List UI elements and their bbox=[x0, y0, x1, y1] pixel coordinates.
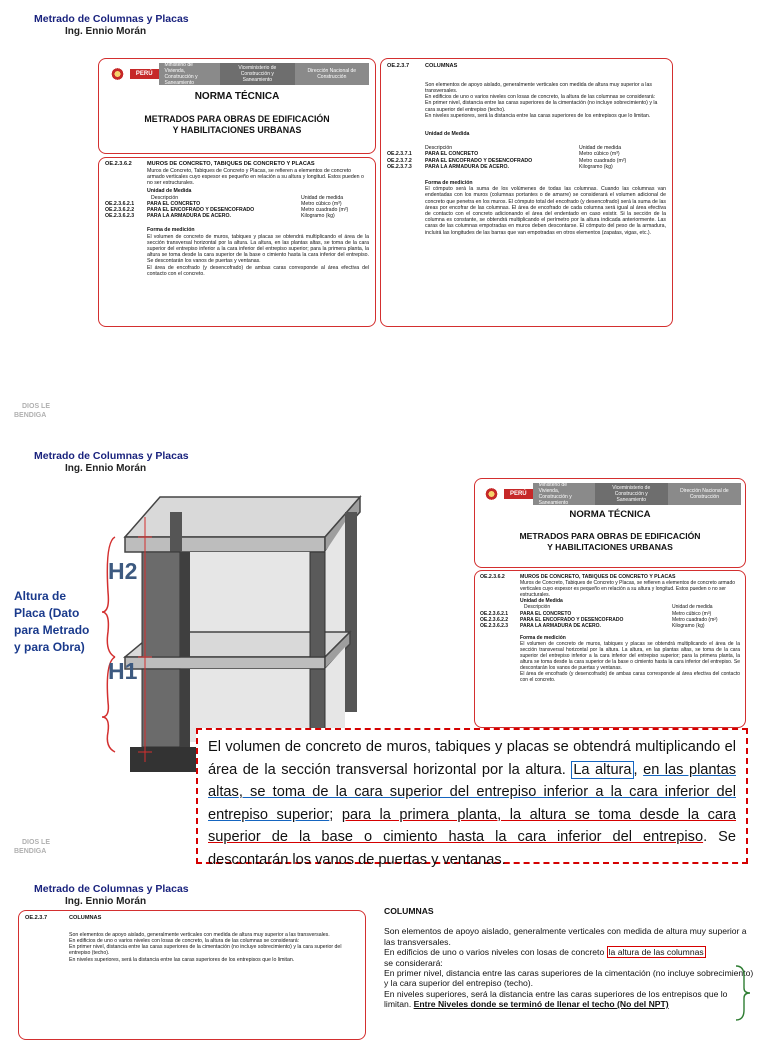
columnas-title: COLUMNAS bbox=[425, 63, 458, 69]
columnas-zoom-p3: En primer nivel, distancia entre las caras superiores de la cimentación (no incluye sobrecimiento) y la cara superior del entrepiso (techo). bbox=[384, 968, 754, 989]
muros-section-box-small: OE.2.3.6.2 MUROS DE CONCRETO, TABIQUES DE CONCRETO Y PLACAS Muros de Concreto, Tabiques de Concreto y Placas, se refieren a elementos de concreto armado verticales cuyo espesor es pequeño en relación a su altura y longitud. Estos pueden o no ser estructurales. Unidad de Medida Descripción Unidad de medida OE.2.3.6.2.1 PARA EL CONCRETO Metro cúbico (m³) OE.2.3.6.2.2 PARA EL ENCOFRADO Y DESENCOFRADO Metro cuadrado (m²) OE.2.3.6.2.3 PARA LA ARMADURA DE ACERO. Kilogramo (kg) Forma de medición El volumen de concreto de muros, tabiques y placas se obtendrá multiplicando el área de la sección transversal horizontal por la altura. La altura, en las plantas altas, se toma de la cara superior del entrepiso inferior a la cara inferior del entrepiso superior; para la primera planta, la altura se toma desde la cara superior de la base o cimiento hasta la cara inferior del entrepiso. Se descontarán los vanos de puertas y ventanas. El área de encofrado (y desencofrado) de ambas caras corresponde al área efectiva del contacto con el concreto. bbox=[474, 570, 746, 728]
columnas2-p3: En primer nivel, distancia entre las caras superiores de la cimentación (no incluye sobrecimiento) y la cara superior del entrepiso (techo). bbox=[69, 944, 342, 957]
columnas-form-heading: Forma de medición bbox=[425, 180, 473, 187]
columnas2-p4: En niveles superiores, será la distancia entre las caras superiores de los entrepisos que lo limitan. bbox=[69, 956, 295, 963]
slide2-header-title: Metrado de Columnas y Placas bbox=[34, 450, 189, 462]
columnas-zoom-title: COLUMNAS bbox=[384, 906, 434, 916]
columnas-section-box-2: OE.2.3.7 COLUMNAS Son elementos de apoyo aislado, generalmente verticales con medida de altura muy superior a las transversales. En edificios de uno o varios niveles con losas de concreto, la altura de las columnas se considerará: En primer nivel, distancia entre las caras superiores de la cimentación (no incluye sobrecimiento) y la cara superior del entrepiso (techo). En niveles superiores, será la distancia entre las caras superiores de los entrepisos que lo limitan. bbox=[18, 910, 366, 1040]
banner-ministry: Ministerio de Vivienda, Construcción y Saneamiento bbox=[159, 63, 221, 85]
columnas-item: OE.2.3.7.1 PARA EL CONCRETO Metro cúbico (m³) bbox=[387, 151, 620, 158]
muros-code: OE.2.3.6.2 bbox=[105, 161, 132, 167]
columnas-item: OE.2.3.7.3 PARA LA ARMADURA DE ACERO. Kilogramo (kg) bbox=[387, 163, 613, 170]
gov-banner-small: PERÚ Ministerio de Vivienda, Construcción y Saneamiento Viceministerio de Construcción y Saneamiento Dirección Nacional de Construcción bbox=[479, 483, 741, 505]
columnas-desc-label: Descripción bbox=[425, 145, 453, 152]
muros-description-small: Muros de Concreto, Tabiques de Concreto y Placas, se refieren a elementos de concreto armado verticales cuyo espesor es pequeño en relación a su altura y longitud. Estos pueden o no ser estructurales. bbox=[520, 580, 736, 599]
norma-subtitle-1: METRADOS PARA OBRAS DE EDIFICACIÓN bbox=[144, 114, 330, 124]
back-right-placa bbox=[345, 512, 357, 712]
banner-country: PERÚ bbox=[130, 69, 159, 79]
norma-subtitle-2: Y HABILITACIONES URBANAS bbox=[172, 125, 302, 135]
muros-section-box bbox=[98, 157, 376, 327]
banner-viceministry: Viceministerio de Construcción y Saneamiento bbox=[220, 63, 294, 85]
muros-form-text-2: El área de encofrado (y desencofrado) de ambas caras corresponde al área efectiva del contacto con el concreto. bbox=[147, 264, 369, 277]
norma-cover-box-small bbox=[474, 478, 746, 568]
muros-description: Muros de Concreto, Tabiques de Concreto y Placas, se refieren a elementos de concreto armado verticales cuyo espesor es pequeño en relación a su altura y longitud. Estos pueden o no ser estructurales. bbox=[147, 167, 364, 187]
altura-columnas-box: la altura de las columnas bbox=[608, 947, 704, 958]
slide1-header-author: Ing. Ennio Morán bbox=[65, 26, 147, 37]
coat-of-arms-icon bbox=[485, 487, 498, 501]
norma-title-small: NORMA TÉCNICA bbox=[569, 509, 651, 520]
muros-item: OE.2.3.6.2.1 PARA EL CONCRETO Metro cúbico (m³) bbox=[105, 200, 342, 207]
coat-of-arms-icon bbox=[111, 67, 124, 81]
columnas-code: OE.2.3.7 bbox=[387, 63, 410, 69]
highlight-callout bbox=[196, 728, 748, 868]
columnas2-p2: En edificios de uno o varios niveles con losas de concreto, la altura de las columnas se considerará: bbox=[69, 938, 300, 944]
norma-subtitle-1-small: METRADOS PARA OBRAS DE EDIFICACIÓN bbox=[519, 531, 701, 541]
front-right-placa-upper bbox=[310, 552, 325, 657]
slide3-header-author: Ing. Ennio Morán bbox=[65, 896, 147, 907]
callout-text: El volumen de concreto de muros, tabiques y placas se obtendrá multiplicando el área de la sección transversal horizontal por la altura. La altura , en las plantas altas, se toma de la cara superior del entrepiso inferior a la cara inferior del entrepiso superior; para la primera planta, la altura se toma desde la cara superior de la base o cimiento hasta la cara inferior del entrepiso. Se descontarán los vanos de puertas y ventanas. bbox=[208, 739, 737, 868]
columnas-unit-heading: Unidad de Medida bbox=[425, 131, 470, 138]
top-slab bbox=[125, 497, 360, 537]
columnas-unit-label: Unidad de medida bbox=[579, 145, 622, 152]
banner-direction: Dirección Nacional de Construcción bbox=[295, 63, 369, 85]
front-left-placa-upper-side bbox=[180, 552, 190, 657]
columnas-p1: Son elementos de apoyo aislado, generalmente verticales con medida de altura muy superior a las transversales. bbox=[425, 81, 652, 94]
slide3-header-title: Metrado de Columnas y Placas bbox=[34, 883, 189, 895]
h2-bracket bbox=[102, 537, 115, 657]
muros-form-text: El volumen de concreto de muros, tabiques y placas se obtendrá multiplicando el área de la sección transversal horizontal por la altura. La altura, en las plantas altas, se toma de la cara superior del entrepiso inferior a la cara inferior del entrepiso superior; para la primera planta, la altura se toma desde la cara superior de la base o cimiento hasta la cara inferior del entrepiso. Se descontarán los vanos de puertas y ventanas. bbox=[147, 233, 369, 265]
columnas-zoom-p4: En niveles superiores, será la distancia entre las caras superiores de los entrepisos que lo limitan. Entre Niveles donde se terminó de llenar el techo (No del NPT) bbox=[384, 988, 728, 1010]
columnas-p2: En edificios de uno o varios niveles con losas de concreto, la altura de las columnas se considerará: bbox=[425, 94, 656, 101]
h2-label: H2 bbox=[108, 558, 138, 584]
norma-subtitle-2-small: Y HABILITACIONES URBANAS bbox=[547, 542, 673, 552]
watermark: DIOS LE BENDIGA bbox=[14, 839, 51, 855]
columnas2-p1: Son elementos de apoyo aislado, generalmente verticales con medida de altura muy superior a las transversales. bbox=[69, 931, 330, 938]
callout-altura-box: La altura bbox=[573, 761, 632, 778]
muros-item: OE.2.3.6.2.2 PARA EL ENCOFRADO Y DESENCOFRADO Metro cuadrado (m²) bbox=[105, 207, 349, 214]
gov-banner bbox=[105, 63, 369, 85]
columnas-bracket bbox=[734, 964, 756, 1022]
front-left-placa-lower bbox=[142, 669, 180, 747]
columnas-form-text: El cómputo será la suma de los volúmenes de todas las columnas. Cuando las columnas van endentadas con los muros (columnas portantes o de amarre) se considerará el volumen adicional de concreto que penetra en los muros. El cómputo total del encofrado (y desencofrado) será la suma de las áreas por encofrar de las columnas. El área de encofrado de cada columna será igual al área efectiva de contacto con el concreto adicionando el área del endentado en caso existir. Si la sección de la columna es constante, se obtendrá multiplicando el perímetro por la altura indicada anteriormente. Las caras de las columnas empotradas en muros deben descontarse. El cómputo del peso de la armadura, incluirá las longitudes de las barras que van empotradas en otros elementos (zapatas, vigas, etc.). bbox=[425, 186, 666, 236]
muros-unit-heading: Unidad de Medida bbox=[147, 188, 192, 195]
columnas-zoom-p2: En edificios de uno o varios niveles con losas de concreto la altura de las columnas se considerará: bbox=[384, 947, 704, 968]
top-slab-front bbox=[125, 537, 325, 552]
columnas-p3: En primer nivel, distancia entre las caras superiores de la cimentación (no incluye sobrecimiento) y la cara superior del entrepiso (techo). bbox=[425, 100, 658, 113]
columnas-p4: En niveles superiores, será la distancia entre las caras superiores de los entrepisos que lo limitan. bbox=[425, 112, 651, 119]
middle-slab-front bbox=[125, 657, 325, 669]
altura-placa-label: Altura de Placa (Dato para Metrado y para Obra) bbox=[14, 589, 90, 654]
norma-title: NORMA TÉCNICA bbox=[194, 91, 280, 102]
norma-cover-box bbox=[98, 58, 376, 154]
muros-desc-label: Descripción bbox=[151, 194, 179, 201]
front-left-placa-lower-side bbox=[180, 669, 190, 747]
columnas-zoom-p1: Son elementos de apoyo aislado, generalmente verticales con medida de altura muy superior a las transversales. bbox=[384, 926, 747, 947]
muros-form-heading: Forma de medición bbox=[147, 227, 195, 234]
front-left-placa-upper bbox=[142, 552, 180, 657]
columnas-section-box bbox=[380, 58, 673, 327]
columnas-zoom bbox=[384, 906, 754, 1010]
muros-unit-label: Unidad de medida bbox=[301, 194, 344, 201]
muros-title: MUROS DE CONCRETO, TABIQUES DE CONCRETO Y PLACAS bbox=[147, 161, 315, 167]
columnas-item: OE.2.3.7.2 PARA EL ENCOFRADO Y DESENCOFRADO Metro cuadrado (m²) bbox=[387, 157, 627, 164]
slide1-header-title: Metrado de Columnas y Placas bbox=[34, 13, 189, 25]
h1-label: H1 bbox=[108, 658, 138, 684]
watermark: DIOS LE BENDIGA bbox=[14, 403, 51, 419]
muros-item: OE.2.3.6.2.3 PARA LA ARMADURA DE ACERO. Kilogramo (kg) bbox=[105, 213, 335, 220]
slide2-header-author: Ing. Ennio Morán bbox=[65, 463, 147, 474]
